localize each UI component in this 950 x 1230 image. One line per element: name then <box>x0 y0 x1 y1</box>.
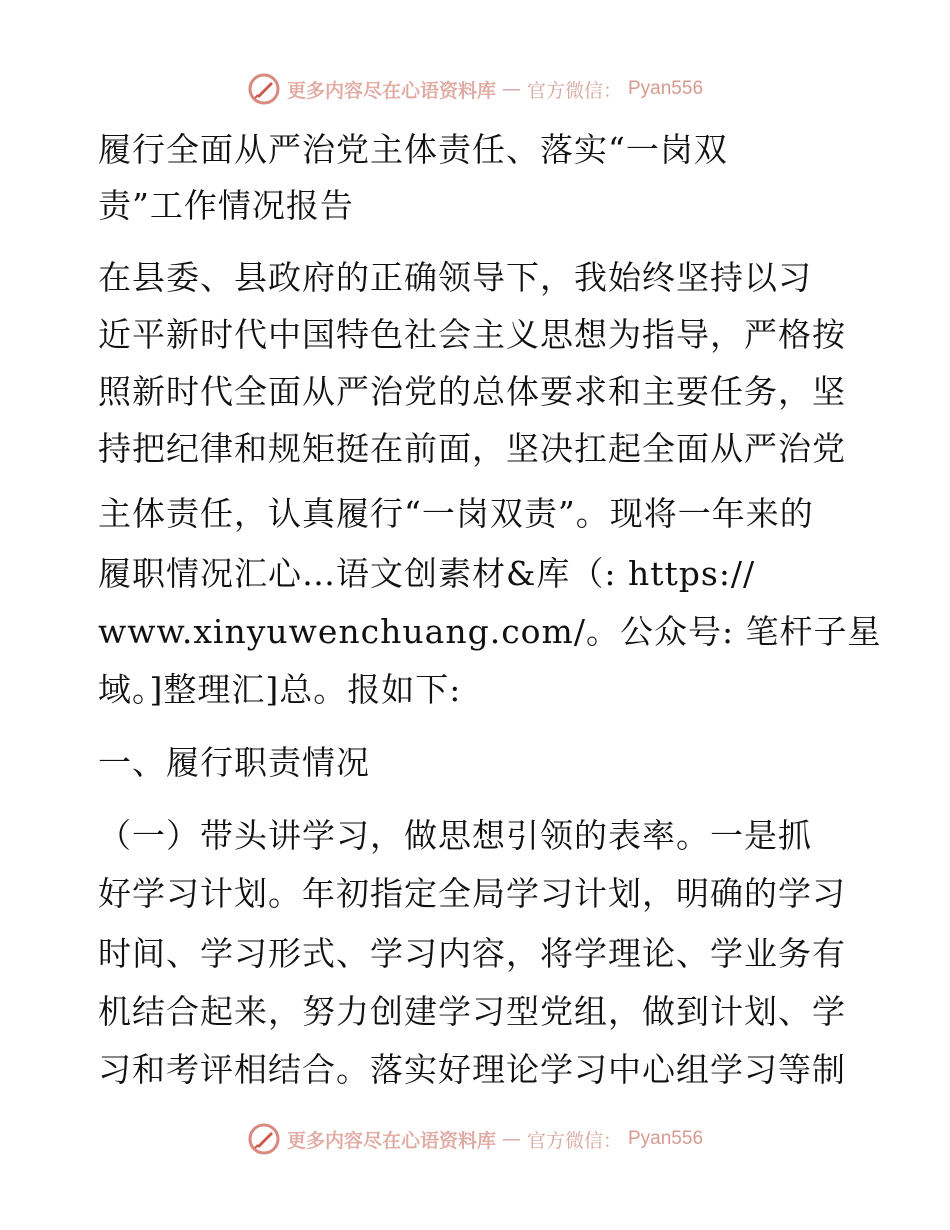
watermark-site-text: 更多内容尽在心语资料库 <box>286 79 496 102</box>
section-line-3: 时间、学习形式、学习内容，将学理论、学业务有 <box>98 934 846 973</box>
watermark-wechat-id: Pyan556 <box>628 78 704 99</box>
header-watermark <box>0 72 950 106</box>
watermark-separator: — <box>501 1128 521 1150</box>
document-title-line-2: 责”工作情况报告 <box>98 186 354 225</box>
intro-line-2: 近平新时代中国特色社会主义思想为指导，严格按 <box>98 315 846 354</box>
intro-line-6: 履职情况汇心…语文创素材&库（: https:// <box>98 554 756 593</box>
quill-logo-icon <box>247 1122 281 1156</box>
watermark-site-text: 更多内容尽在心语资料库 <box>286 1129 496 1152</box>
section-line-1: （一）带头讲学习，做思想引领的表率。一是抓 <box>98 816 812 855</box>
intro-line-5: 主体责任，认真履行“一岗双责”。现将一年来的 <box>98 494 814 533</box>
intro-line-3: 照新时代全面从严治党的总体要求和主要任务，坚 <box>98 372 846 411</box>
watermark-wechat-label: 官方微信： <box>526 79 622 102</box>
intro-line-7: www.xinyuwenchuang.com/。公众号: 笔杆子星 <box>98 612 882 651</box>
watermark-wechat-id: Pyan556 <box>628 1128 704 1149</box>
quill-logo-icon <box>247 72 281 106</box>
document-title-line-1: 履行全面从严治党主体责任、落实“一岗双 <box>98 130 728 169</box>
footer-watermark <box>0 1122 950 1156</box>
section-line-5: 习和考评相结合。落实好理论学习中心组学习等制 <box>98 1050 846 1089</box>
intro-line-8: 域。]整理汇]总。报如下: <box>98 670 462 709</box>
watermark-separator: — <box>501 78 521 100</box>
section-line-2: 好学习计划。年初指定全局学习计划，明确的学习 <box>98 874 846 913</box>
section-line-4: 机结合起来，努力创建学习型党组，做到计划、学 <box>98 992 846 1031</box>
section-heading: 一、履行职责情况 <box>98 743 370 782</box>
intro-line-1: 在县委、县政府的正确领导下，我始终坚持以习 <box>98 258 812 297</box>
intro-line-4: 持把纪律和规矩挺在前面，坚决扛起全面从严治党 <box>98 429 846 468</box>
watermark-wechat-label: 官方微信： <box>526 1129 622 1152</box>
